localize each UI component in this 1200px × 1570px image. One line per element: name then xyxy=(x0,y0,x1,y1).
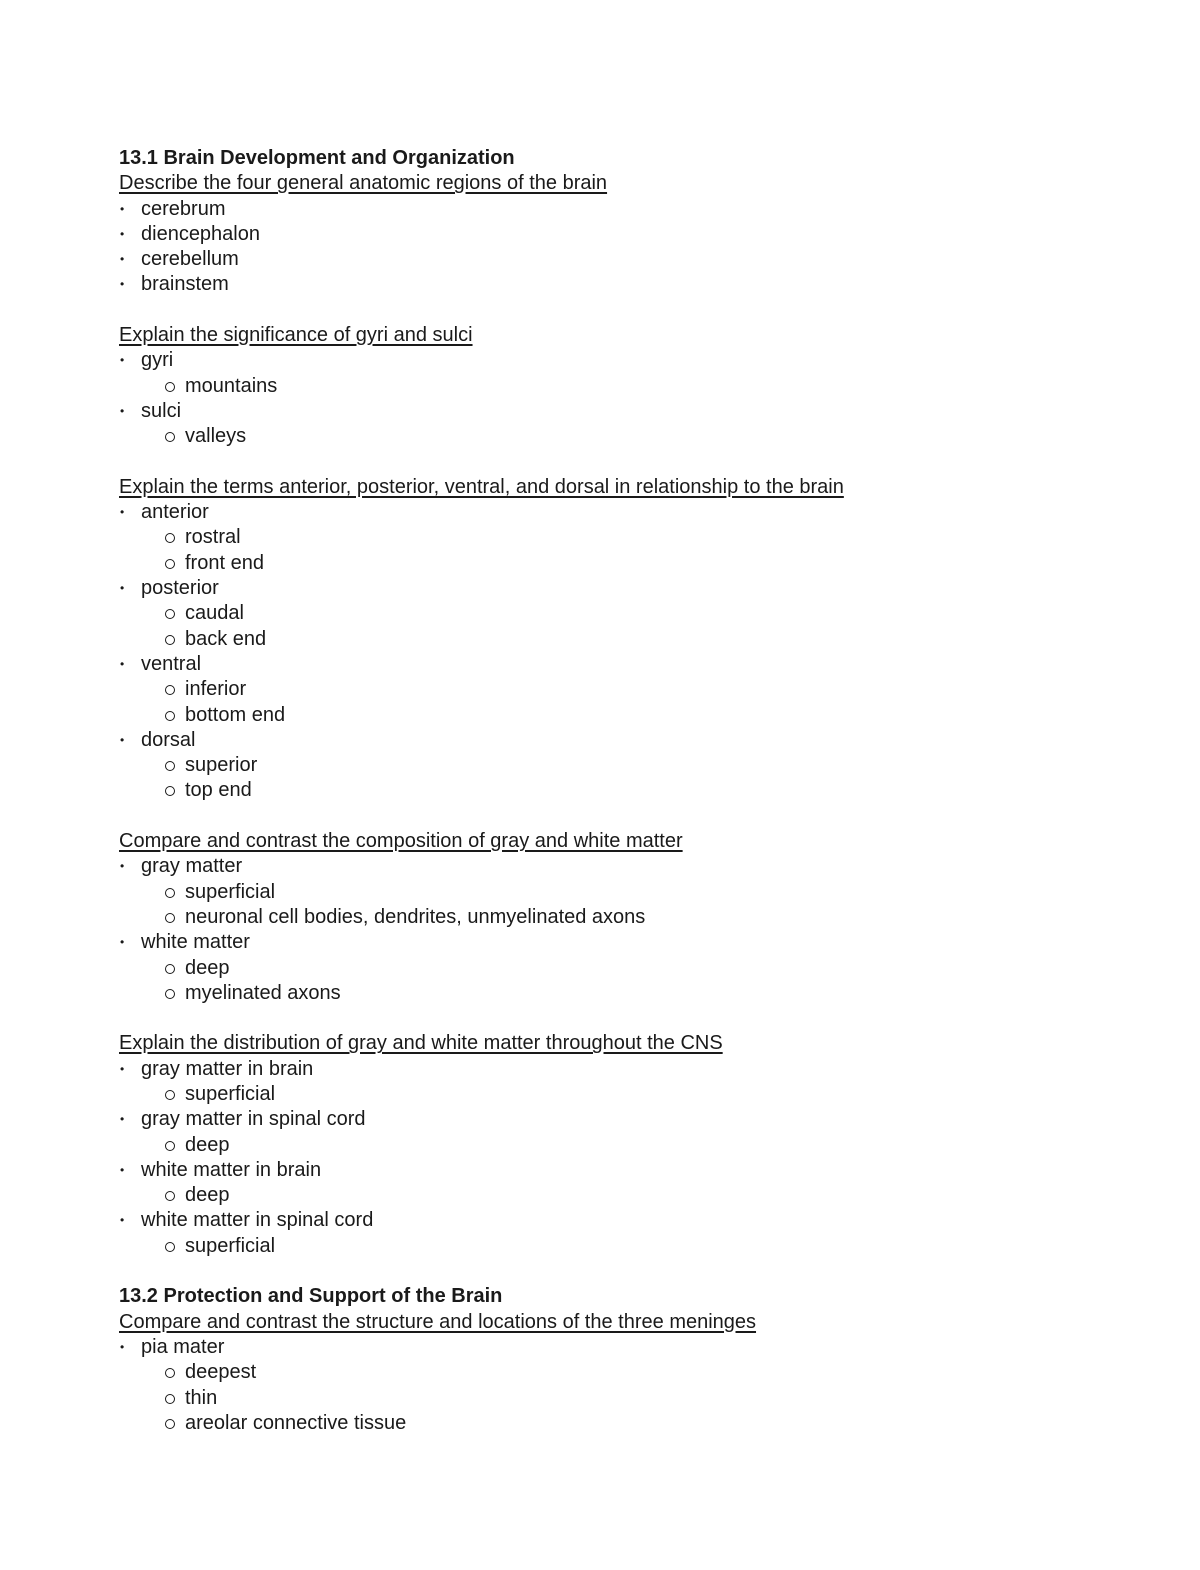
item-text: pia mater xyxy=(141,1335,225,1358)
item-text: valleys xyxy=(185,425,247,448)
item-text: white matter xyxy=(141,931,250,954)
objective-heading: Explain the significance of gyri and sulci xyxy=(119,324,473,347)
sub-list-item xyxy=(119,525,1119,550)
circle-bullet-icon xyxy=(165,559,175,569)
list-item xyxy=(119,1335,1119,1360)
list-item xyxy=(119,1208,1119,1233)
bullet-icon: • xyxy=(120,277,125,292)
item-text: cerebrum xyxy=(141,197,226,220)
list-item xyxy=(119,399,1119,424)
bullet-icon: • xyxy=(120,226,125,241)
list-item xyxy=(119,272,1119,297)
circle-bullet-icon xyxy=(165,1141,175,1151)
item-text: superficial xyxy=(185,880,276,903)
bullet-icon: • xyxy=(120,1061,125,1076)
item-text: deep xyxy=(185,1184,230,1207)
document-body xyxy=(119,146,1119,1436)
circle-bullet-icon xyxy=(165,609,175,619)
item-text: superficial xyxy=(185,1082,276,1105)
circle-bullet-icon xyxy=(165,964,175,974)
item-text: gray matter in spinal cord xyxy=(141,1108,366,1131)
sub-list-item xyxy=(119,677,1119,702)
sub-list-item xyxy=(119,778,1119,803)
item-text: back end xyxy=(185,627,267,650)
circle-bullet-icon xyxy=(165,1394,175,1404)
objective-heading: Describe the four general anatomic regions of the brain xyxy=(119,172,608,195)
bullet-icon: • xyxy=(120,935,125,950)
list-item xyxy=(119,348,1119,373)
item-text: inferior xyxy=(185,678,247,701)
item-text: superficial xyxy=(185,1234,276,1257)
bullet-icon: • xyxy=(120,581,125,596)
circle-bullet-icon xyxy=(165,685,175,695)
circle-bullet-icon xyxy=(165,1242,175,1252)
sub-list-item xyxy=(119,956,1119,981)
sub-list-item xyxy=(119,627,1119,652)
item-text: gyri xyxy=(141,349,174,372)
objective-heading: Explain the distribution of gray and white matter throughout the CNS xyxy=(119,1032,723,1055)
sub-list-item xyxy=(119,1082,1119,1107)
item-text: myelinated axons xyxy=(185,981,341,1004)
bullet-icon: • xyxy=(120,1162,125,1177)
item-text: dorsal xyxy=(141,728,196,751)
list-item xyxy=(119,1107,1119,1132)
item-text: mountains xyxy=(185,374,278,397)
circle-bullet-icon xyxy=(165,1368,175,1378)
circle-bullet-icon xyxy=(165,761,175,771)
list-item xyxy=(119,1057,1119,1082)
list-item xyxy=(119,652,1119,677)
circle-bullet-icon xyxy=(165,635,175,645)
objective-heading: Compare and contrast the composition of gray and white matter xyxy=(119,830,683,853)
list-item xyxy=(119,728,1119,753)
bullet-icon: • xyxy=(120,656,125,671)
list-item xyxy=(119,197,1119,222)
item-text: superior xyxy=(185,754,258,777)
bullet-icon: • xyxy=(120,1339,125,1354)
bullet-icon: • xyxy=(120,859,125,874)
list-item xyxy=(119,500,1119,525)
sub-list-item xyxy=(119,601,1119,626)
item-text: deep xyxy=(185,1133,230,1156)
item-text: areolar connective tissue xyxy=(185,1411,407,1434)
item-text: bottom end xyxy=(185,703,286,726)
circle-bullet-icon xyxy=(165,533,175,543)
item-text: anterior xyxy=(141,501,209,524)
sub-list-item xyxy=(119,551,1119,576)
item-text: neuronal cell bodies, dendrites, unmyelinated axons xyxy=(185,905,646,928)
sub-list-item xyxy=(119,1360,1119,1385)
bullet-icon: • xyxy=(120,403,125,418)
sub-list-item xyxy=(119,424,1119,449)
list-item xyxy=(119,247,1119,272)
sub-list-item xyxy=(119,981,1119,1006)
bullet-icon: • xyxy=(120,201,125,216)
item-text: caudal xyxy=(185,602,244,625)
sub-list-item xyxy=(119,1183,1119,1208)
section-title: 13.2 Protection and Support of the Brain xyxy=(119,1285,503,1308)
bullet-icon: • xyxy=(120,732,125,747)
sub-list-item xyxy=(119,374,1119,399)
item-text: ventral xyxy=(141,652,202,675)
item-text: white matter in spinal cord xyxy=(141,1209,374,1232)
sub-list-item xyxy=(119,703,1119,728)
item-text: posterior xyxy=(141,577,219,600)
circle-bullet-icon xyxy=(165,432,175,442)
bullet-icon: • xyxy=(120,252,125,267)
section-title: 13.1 Brain Development and Organization xyxy=(119,147,515,169)
item-text: front end xyxy=(185,551,264,574)
item-text: white matter in brain xyxy=(141,1158,322,1181)
circle-bullet-icon xyxy=(165,1090,175,1100)
item-text: thin xyxy=(185,1386,218,1409)
circle-bullet-icon xyxy=(165,913,175,923)
bullet-icon: • xyxy=(120,353,125,368)
item-text: top end xyxy=(185,779,252,802)
item-text: rostral xyxy=(185,526,241,549)
sub-list-item xyxy=(119,1133,1119,1158)
item-text: cerebellum xyxy=(141,248,239,271)
item-text: deep xyxy=(185,956,230,979)
list-item xyxy=(119,576,1119,601)
sub-list-item xyxy=(119,1386,1119,1411)
item-text: deepest xyxy=(185,1361,257,1384)
sub-list-item xyxy=(119,1234,1119,1259)
objective-heading: Explain the terms anterior, posterior, ventral, and dorsal in relationship to the brain xyxy=(119,475,844,498)
list-item xyxy=(119,854,1119,879)
item-text: sulci xyxy=(141,399,182,422)
sub-list-item xyxy=(119,905,1119,930)
circle-bullet-icon xyxy=(165,1419,175,1429)
item-text: brainstem xyxy=(141,273,229,296)
circle-bullet-icon xyxy=(165,382,175,392)
bullet-icon: • xyxy=(120,1112,125,1127)
circle-bullet-icon xyxy=(165,786,175,796)
item-text: gray matter xyxy=(141,855,243,878)
sub-list-item xyxy=(119,880,1119,905)
item-text: diencephalon xyxy=(141,222,260,245)
list-item xyxy=(119,222,1119,247)
list-item xyxy=(119,930,1119,955)
circle-bullet-icon xyxy=(165,888,175,898)
bullet-icon: • xyxy=(120,1213,125,1228)
circle-bullet-icon xyxy=(165,1191,175,1201)
circle-bullet-icon xyxy=(165,711,175,721)
objective-heading: Compare and contrast the structure and locations of the three meninges xyxy=(119,1310,757,1333)
sub-list-item xyxy=(119,1411,1119,1436)
item-text: gray matter in brain xyxy=(141,1057,314,1080)
circle-bullet-icon xyxy=(165,989,175,999)
bullet-icon: • xyxy=(120,505,125,520)
list-item xyxy=(119,1158,1119,1183)
sub-list-item xyxy=(119,753,1119,778)
